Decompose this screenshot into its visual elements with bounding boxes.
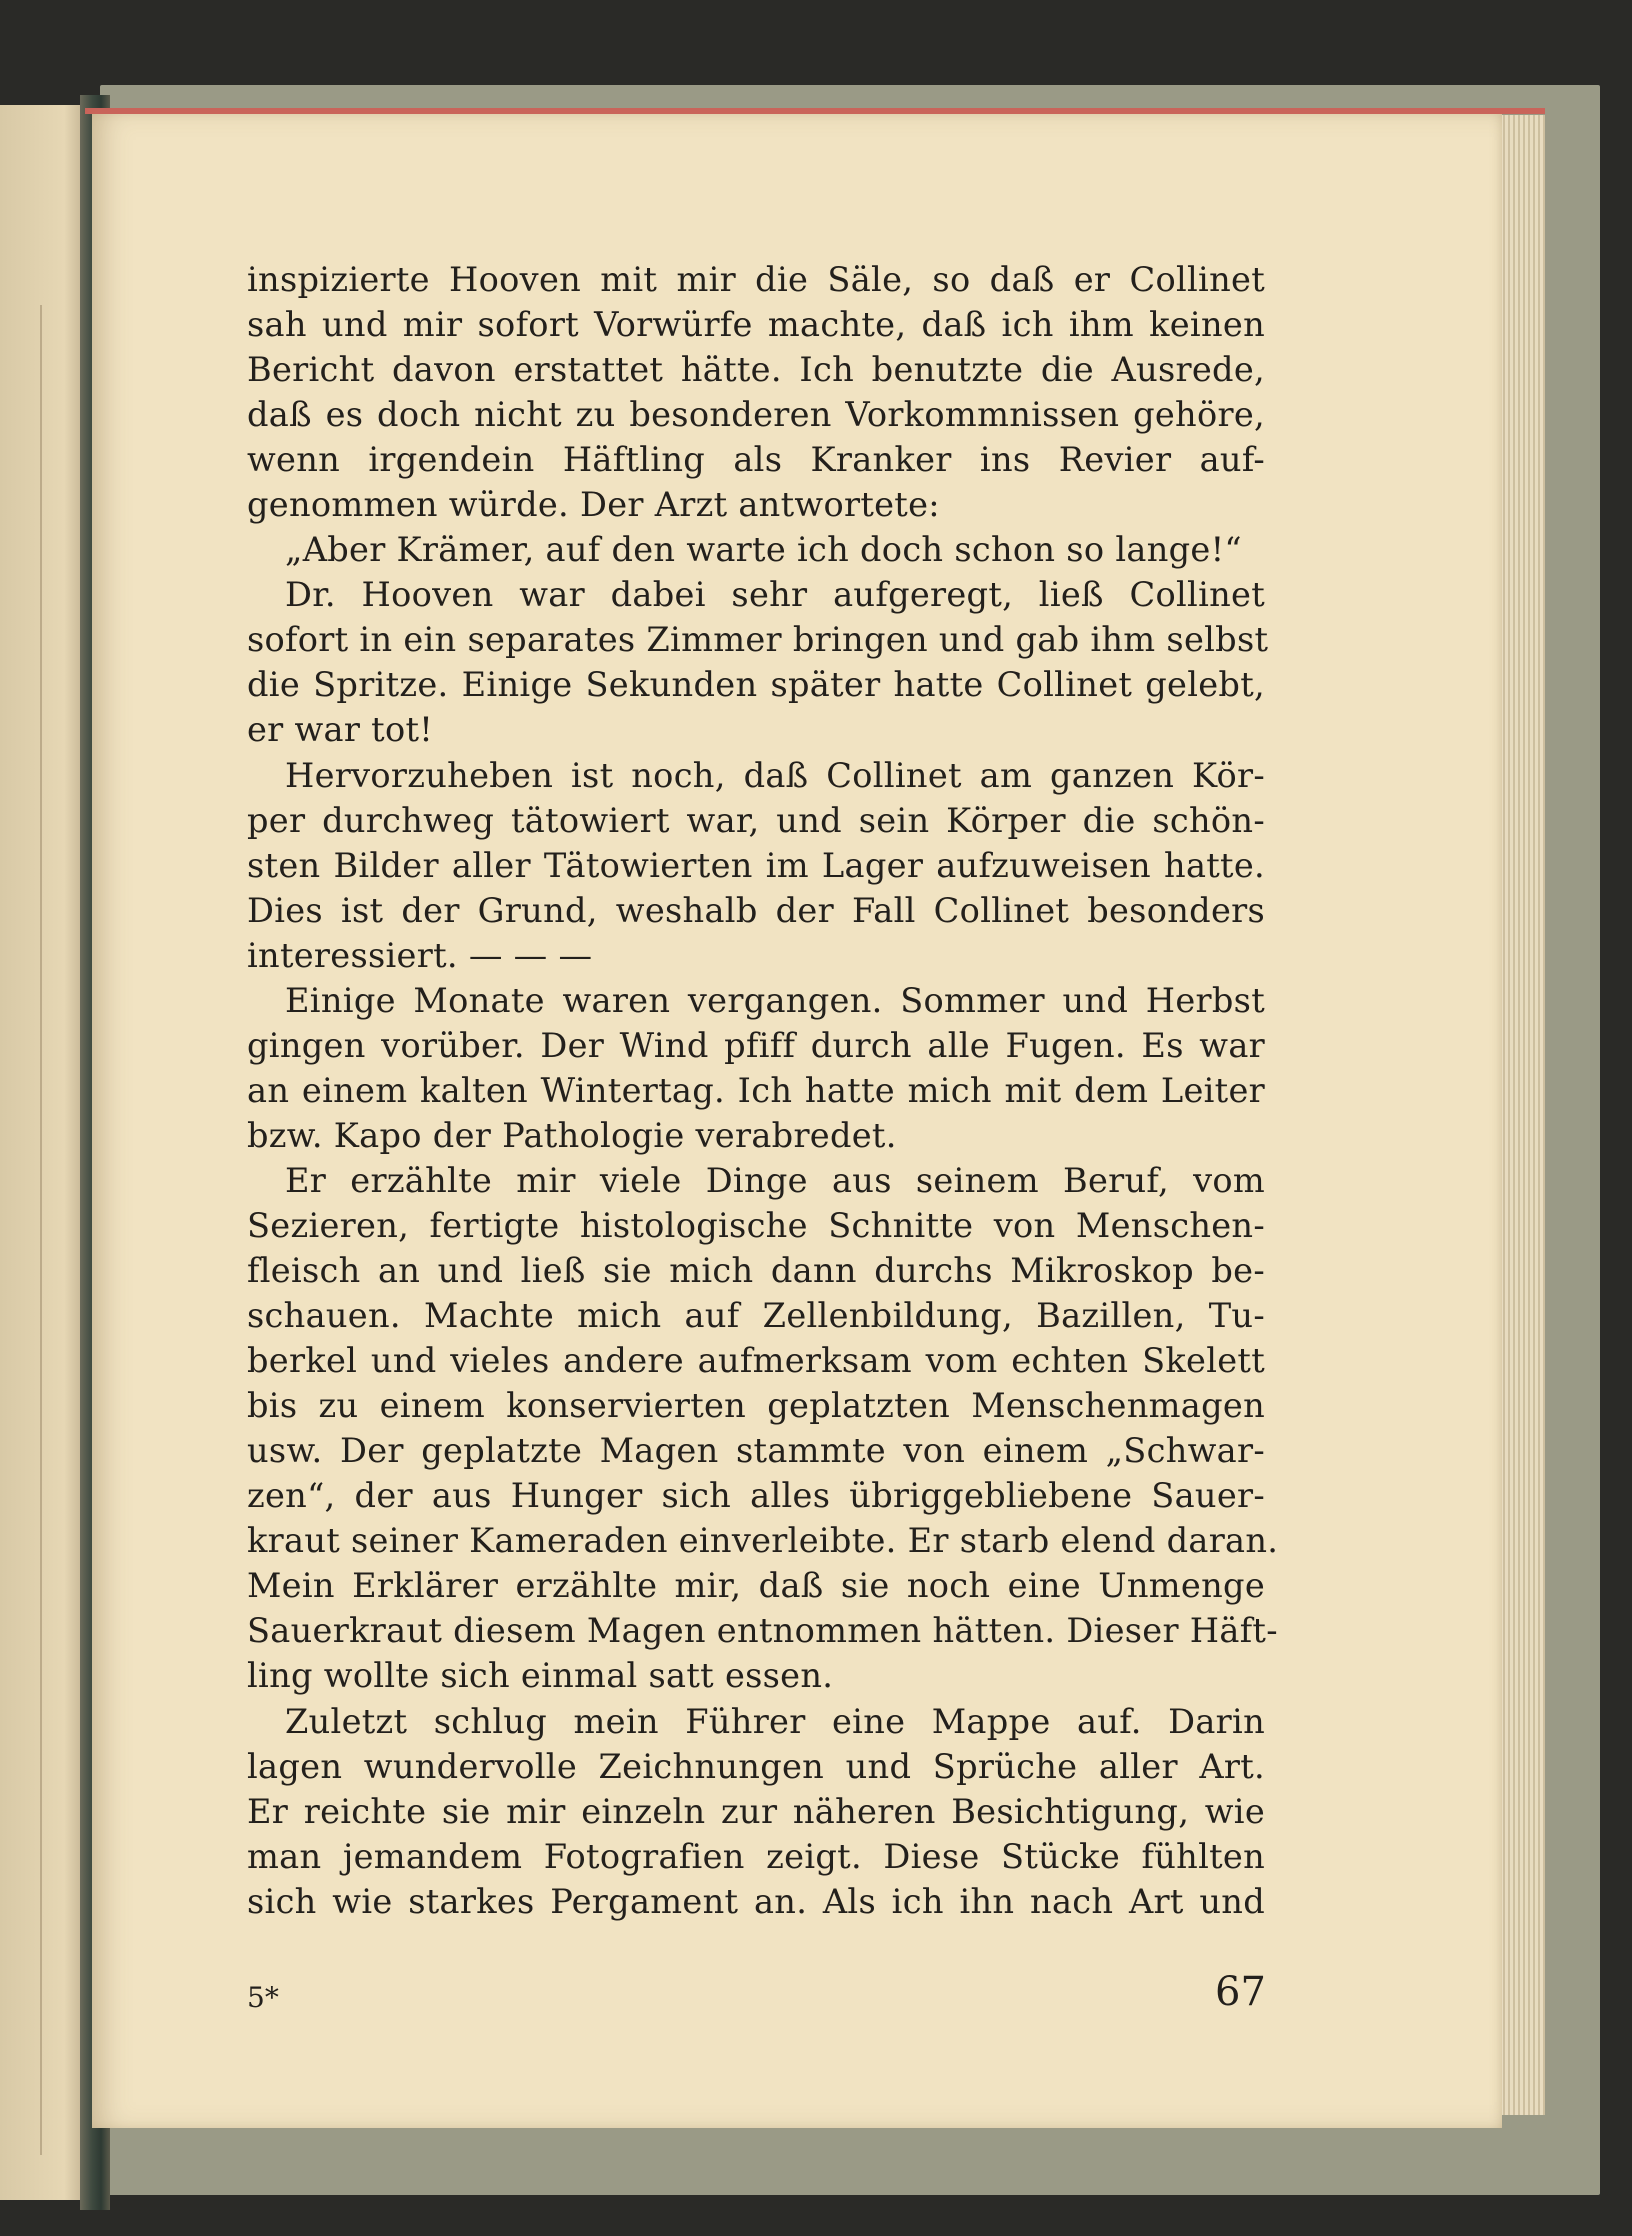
text-line: ling wollte sich einmal satt essen. xyxy=(247,1656,834,1696)
text-line: berkel und vieles andere aufmerksam vom echten Skelett xyxy=(247,1341,1265,1381)
left-page-gutter-line xyxy=(40,305,42,2155)
signature-mark: 5* xyxy=(247,1981,279,2014)
text-line: Einige Monate waren vergangen. Sommer und Herbst xyxy=(285,980,1265,1020)
text-line: inspizierte Hooven mit mir die Säle, so daß er Collinet xyxy=(247,260,1265,299)
book-page xyxy=(92,114,1502,2128)
text-line: sich wie starkes Pergament an. Als ich ihn nach Art und xyxy=(247,1881,1265,1921)
text-line: Dr. Hooven war dabei sehr aufgeregt, ließ Collinet xyxy=(285,575,1265,615)
text-line: sah und mir sofort Vorwürfe machte, daß ich ihm keinen xyxy=(247,305,1265,345)
text-line: Hervorzuheben ist noch, daß Collinet am ganzen Kör- xyxy=(285,755,1265,795)
text-line: fleisch an und ließ sie mich dann durchs Mikroskop be- xyxy=(247,1251,1265,1291)
text-line: genommen würde. Der Arzt antwortete: xyxy=(247,485,940,525)
text-line: bzw. Kapo der Pathologie verabredet. xyxy=(247,1115,897,1155)
text-line: „Aber Krämer, auf den warte ich doch schon so lange!“ xyxy=(285,530,1242,570)
text-line: Sezieren, fertigte histologische Schnitte von Menschen- xyxy=(247,1205,1265,1245)
body-text xyxy=(247,257,1279,1924)
text-line: gingen vorüber. Der Wind pfiff durch alle Fugen. Es war xyxy=(247,1025,1265,1065)
text-line: lagen wundervolle Zeichnungen und Sprüche aller Art. xyxy=(247,1746,1265,1786)
text-line: die Spritze. Einige Sekunden später hatte Collinet gelebt, xyxy=(247,665,1265,705)
text-line: Mein Erklärer erzählte mir, daß sie noch eine Unmenge xyxy=(247,1566,1265,1606)
text-line: Dies ist der Grund, weshalb der Fall Collinet besonders xyxy=(247,890,1265,930)
text-line: schauen. Machte mich auf Zellenbildung, Bazillen, Tu- xyxy=(247,1296,1265,1336)
text-line: Zuletzt schlug mein Führer eine Mappe auf. Darin xyxy=(285,1701,1265,1741)
text-line: Er erzählte mir viele Dinge aus seinem Beruf, vom xyxy=(285,1160,1265,1200)
text-line: zen“, der aus Hunger sich alles übriggebliebene Sauer- xyxy=(247,1476,1265,1516)
text-line: daß es doch nicht zu besonderen Vorkommnissen gehöre, xyxy=(247,395,1265,435)
text-line: usw. Der geplatzte Magen stammte von einem „Schwar- xyxy=(247,1431,1265,1471)
page-number: 67 xyxy=(1215,1969,1266,2015)
text-line: per durchweg tätowiert war, und sein Körper die schön- xyxy=(247,800,1265,840)
text-line: Er reichte sie mir einzeln zur näheren Besichtigung, wie xyxy=(247,1791,1265,1831)
text-line: wenn irgendein Häftling als Kranker ins Revier auf- xyxy=(247,440,1265,480)
left-page-edge xyxy=(0,105,92,2200)
text-line: sten Bilder aller Tätowierten im Lager aufzuweisen hatte. xyxy=(247,845,1265,885)
text-line: Bericht davon erstattet hätte. Ich benutzte die Ausrede, xyxy=(247,350,1265,390)
text-line: man jemandem Fotografien zeigt. Diese Stücke fühlten xyxy=(247,1836,1265,1876)
text-line: kraut seiner Kameraden einverleibte. Er starb elend daran. xyxy=(247,1521,1279,1561)
text-line: Sauerkraut diesem Magen entnommen hätten. Dieser Häft- xyxy=(247,1611,1278,1651)
page-stack-edge xyxy=(1500,115,1545,2115)
text-line: an einem kalten Wintertag. Ich hatte mich mit dem Leiter xyxy=(247,1070,1265,1110)
text-line: bis zu einem konservierten geplatzten Menschenmagen xyxy=(247,1386,1265,1426)
text-line: er war tot! xyxy=(247,710,434,750)
text-line: sofort in ein separates Zimmer bringen und gab ihm selbst xyxy=(247,620,1269,660)
text-line: interessiert. — — — xyxy=(247,935,593,975)
